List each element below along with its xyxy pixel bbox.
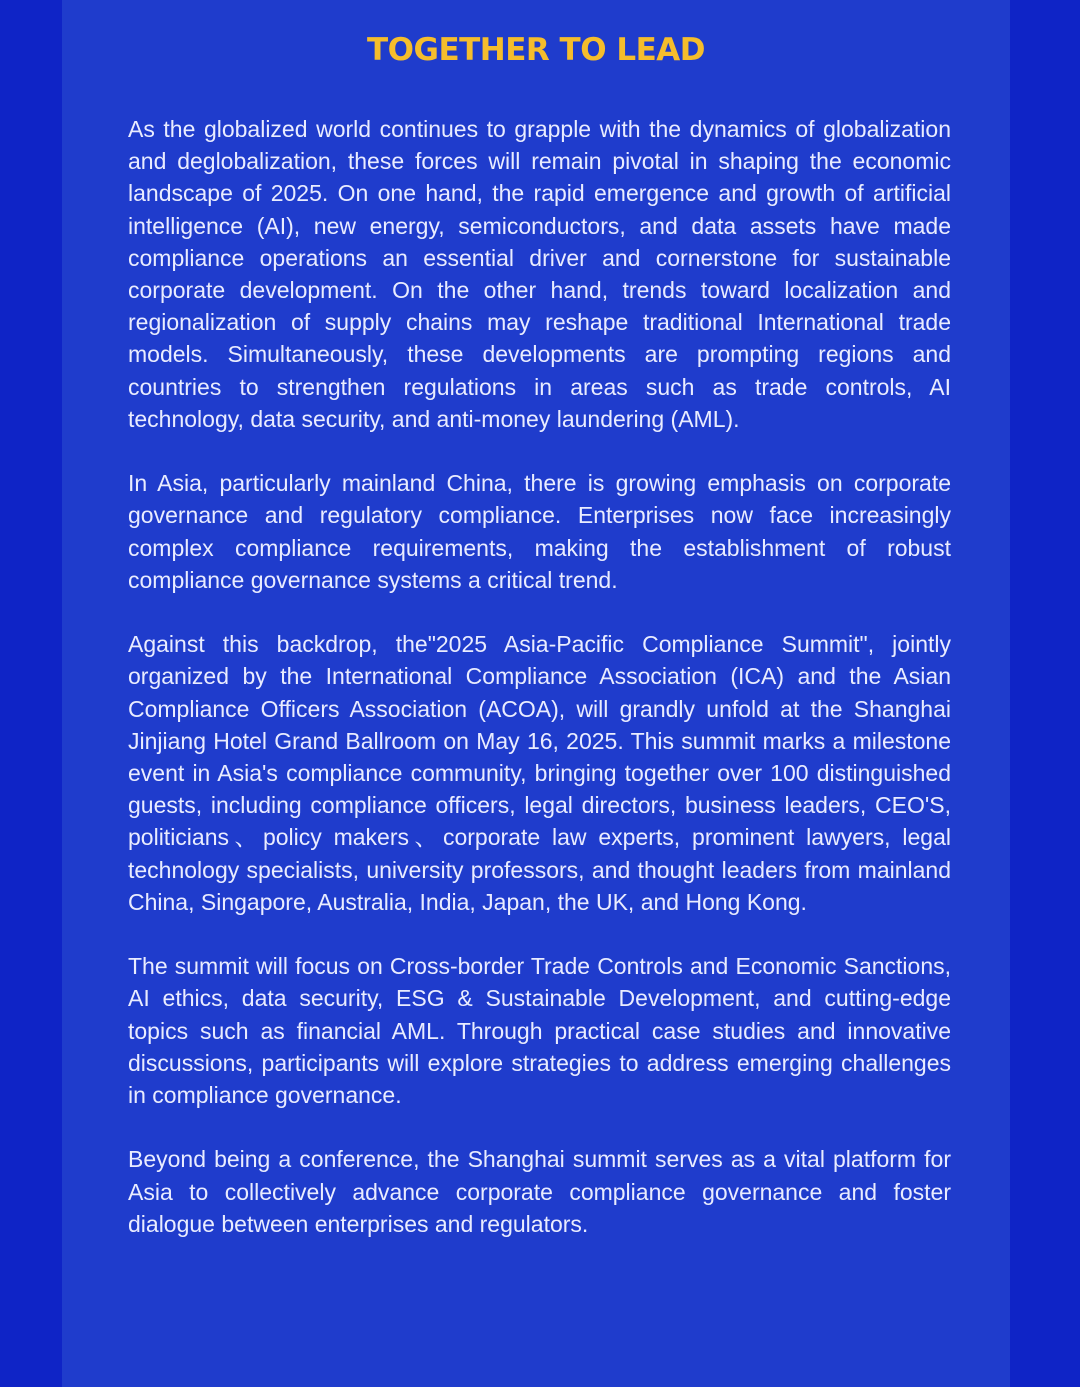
paragraph-platform: Beyond being a conference, the Shanghai summit serves as a vital platform for Asia to collectively advance corporate compliance governance and foster dialogue between enterprises and regulators. xyxy=(128,1146,951,1237)
article-body xyxy=(128,113,951,1240)
paragraph-intro: As the globalized world continues to grapple with the dynamics of globalization and deglobalization, these forces will remain pivotal in shaping the economic landscape of 2025. On one hand, the rapid emergence and growth of artificial intelligence (AI), new energy, semiconductors, and data assets have made compliance operations an essential driver and cornerstone for sustainable corporate development. On the other hand, trends toward localization and regionalization of supply chains may reshape traditional International trade models. Simultaneously, these developments are prompting regions and countries to strengthen regulations in areas such as trade controls, AI technology, data security, and anti-money laundering (AML). xyxy=(128,116,951,432)
paragraph-focus: The summit will focus on Cross-border Trade Controls and Economic Sanctions, AI ethics, data security, ESG & Sustainable Development, and cutting-edge topics such as financial AML. Through practical case studies and innovative discussions, participants will explore strategies to address emerging challenges in compliance governance. xyxy=(128,953,951,1109)
page-title: TOGETHER TO LEAD xyxy=(367,32,705,68)
paragraph-summit: Against this backdrop, the"2025 Asia-Pacific Compliance Summit", jointly organized by the International Compliance Association (ICA) and the Asian Compliance Officers Association (ACOA), will grandly unfold at the Shanghai Jinjiang Hotel Grand Ballroom on May 16, 2025. This summit marks a milestone event in Asia's compliance community, bringing together over 100 distinguished guests, including compliance officers, legal directors, business leaders, CEO'S, politicians、policy makers、corporate law experts, prominent lawyers, legal technology specialists, university professors, and thought leaders from mainland China, Singapore, Australia, India, Japan, the UK, and Hong Kong. xyxy=(128,631,951,915)
paragraph-asia: In Asia, particularly mainland China, there is growing emphasis on corporate governance and regulatory compliance. Enterprises now face increasingly complex compliance requirements, making the establishment of robust compliance governance systems a critical trend. xyxy=(128,470,951,593)
content-panel xyxy=(62,0,1010,1387)
